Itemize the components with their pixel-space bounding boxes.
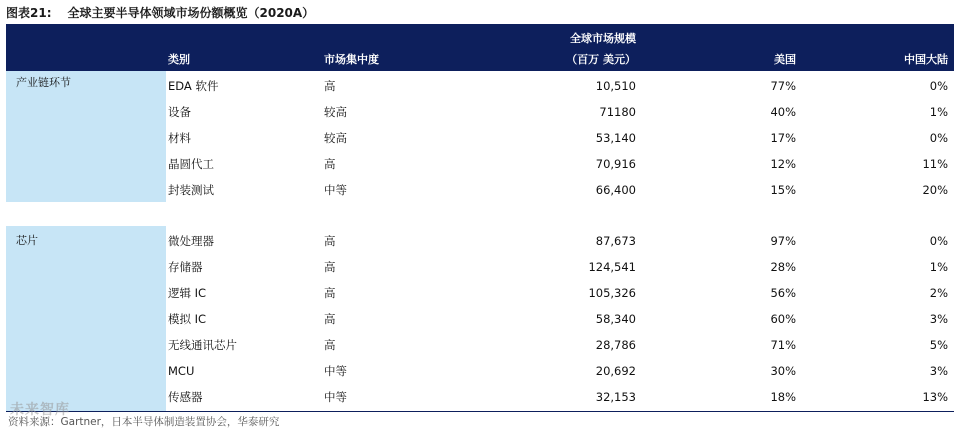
cell-market-size: 66,400 <box>595 183 636 197</box>
cell-category: 微处理器 <box>168 234 214 248</box>
figure-title-text: 全球主要半导体领域市场份额概览（2020A） <box>67 6 315 20</box>
header-us: 美国 <box>774 53 796 66</box>
cell-category: 存储器 <box>168 260 203 274</box>
cell-china-share: 0% <box>929 234 948 248</box>
cell-category: 晶圆代工 <box>168 157 214 171</box>
table-header <box>6 26 954 71</box>
cell-market-size: 71180 <box>599 105 636 119</box>
cell-concentration: 高 <box>324 286 336 300</box>
table-row <box>6 359 954 383</box>
cell-market-size: 20,692 <box>595 364 636 378</box>
table-row <box>6 178 954 202</box>
cell-category: EDA 软件 <box>168 79 219 93</box>
cell-category: MCU <box>168 364 195 378</box>
cell-us-share: 71% <box>770 338 796 352</box>
cell-concentration: 高 <box>324 234 336 248</box>
cell-market-size: 28,786 <box>595 338 636 352</box>
cell-category: 模拟 IC <box>168 312 207 326</box>
header-concentration: 市场集中度 <box>324 53 379 66</box>
cell-china-share: 3% <box>929 364 948 378</box>
cell-concentration: 高 <box>324 338 336 352</box>
cell-concentration: 高 <box>324 312 336 326</box>
table-row <box>6 255 954 279</box>
cell-market-size: 87,673 <box>595 234 636 248</box>
figure-title <box>6 5 314 21</box>
cell-concentration: 高 <box>324 157 336 171</box>
cell-china-share: 13% <box>922 390 948 404</box>
cell-concentration: 较高 <box>324 131 347 145</box>
source-note: 资料来源：Gartner，日本半导体制造装置协会，华泰研究 <box>8 416 280 428</box>
cell-china-share: 1% <box>929 105 948 119</box>
cell-category: 逻辑 IC <box>168 286 207 300</box>
cell-concentration: 高 <box>324 79 336 93</box>
watermark: 未来智库 <box>10 402 70 418</box>
cell-category: 无线通讯芯片 <box>168 338 237 352</box>
cell-us-share: 77% <box>770 79 796 93</box>
cell-concentration: 中等 <box>324 390 347 404</box>
cell-us-share: 40% <box>770 105 796 119</box>
cell-china-share: 11% <box>922 157 948 171</box>
table-row <box>6 229 954 253</box>
header-category: 类别 <box>168 53 190 66</box>
table-row <box>6 74 954 98</box>
cell-china-share: 2% <box>929 286 948 300</box>
cell-concentration: 较高 <box>324 105 347 119</box>
cell-category: 封装测试 <box>168 183 214 197</box>
cell-concentration: 中等 <box>324 183 347 197</box>
table-row <box>6 385 954 409</box>
cell-us-share: 30% <box>770 364 796 378</box>
table-row <box>6 126 954 150</box>
cell-china-share: 20% <box>922 183 948 197</box>
cell-us-share: 28% <box>770 260 796 274</box>
cell-concentration: 高 <box>324 260 336 274</box>
group-label-chips: 芯片 <box>16 234 38 247</box>
table-row <box>6 152 954 176</box>
cell-category: 材料 <box>168 131 191 145</box>
cell-china-share: 1% <box>929 260 948 274</box>
cell-us-share: 97% <box>770 234 796 248</box>
group-label-industry-chain: 产业链环节 <box>16 76 71 89</box>
table-row <box>6 281 954 305</box>
cell-china-share: 5% <box>929 338 948 352</box>
table-row <box>6 333 954 357</box>
cell-market-size: 58,340 <box>595 312 636 326</box>
cell-china-share: 0% <box>929 131 948 145</box>
table-row <box>6 307 954 331</box>
figure-number: 图表21: <box>6 6 52 20</box>
cell-market-size: 10,510 <box>595 79 636 93</box>
cell-market-size: 53,140 <box>595 131 636 145</box>
table-row <box>6 100 954 124</box>
cell-us-share: 60% <box>770 312 796 326</box>
header-market-size-unit: （百万 美元） <box>566 53 636 66</box>
bottom-rule <box>6 411 954 412</box>
cell-market-size: 32,153 <box>595 390 636 404</box>
cell-concentration: 中等 <box>324 364 347 378</box>
cell-us-share: 18% <box>770 390 796 404</box>
cell-us-share: 56% <box>770 286 796 300</box>
cell-china-share: 0% <box>929 79 948 93</box>
cell-china-share: 3% <box>929 312 948 326</box>
cell-us-share: 17% <box>770 131 796 145</box>
cell-market-size: 70,916 <box>595 157 636 171</box>
cell-us-share: 12% <box>770 157 796 171</box>
cell-category: 设备 <box>168 105 191 119</box>
cell-market-size: 105,326 <box>588 286 636 300</box>
header-market-size: 全球市场规模 <box>570 32 636 45</box>
header-china: 中国大陆 <box>904 53 948 66</box>
cell-market-size: 124,541 <box>588 260 636 274</box>
cell-us-share: 15% <box>770 183 796 197</box>
cell-category: 传感器 <box>168 390 203 404</box>
